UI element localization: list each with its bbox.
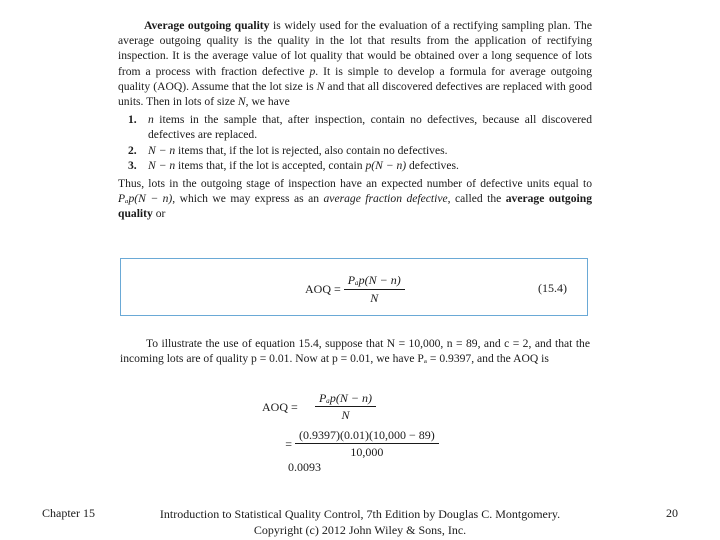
footer-page-number: 20 [666,506,678,520]
paragraph-text: or [152,207,166,221]
calc-denominator-1: N [341,408,350,422]
footer-chapter: Chapter 15 [42,506,95,520]
term-average-fraction-defective: average fraction defective [323,192,448,206]
footer-citation-line1: Introduction to Statistical Quality Control, 7th Edition by Douglas C. Montgomery. [159,507,561,521]
calc-equals: = [285,436,292,451]
calc-result: 0.0093 [288,460,321,474]
list-item [118,112,592,142]
paragraph-text: , we have [245,95,290,109]
calc-row-1 [262,391,439,422]
paragraph-text: is widely used for the evaluation of a rectifying sampling plan. The average outgoing quality is the quality in the lot that results from the application of rectifying inspection. It is the average value of lot quality that would be obtained over a long sequence of lots from a process with fraction defective [118,19,592,78]
list-number: 1. [128,113,137,127]
calc-fraction-1 [315,391,376,422]
list-text: items in the sample that, after inspection, contain no defectives, because all discovered defectives are replaced. [148,113,592,142]
var-p: p [309,64,316,78]
var-N: N [316,79,325,93]
list-lead: N − n [148,158,176,172]
paragraph-text: and that all discovered defectives are replaced with good units. Then in lots of size [118,79,592,109]
calc-lhs: AOQ = [262,399,298,414]
paragraph-text: , which we may express as an [172,192,324,206]
equation-numerator: Pₐp(N − n) [344,273,405,290]
footer-citation [140,506,580,538]
footer-copyright: Copyright (c) 2012 John Wiley & Sons, Inc. [253,523,467,537]
equation-number: (15.4) [538,281,567,295]
paragraph-text: Thus, lots in the outgoing stage of inspection have an expected number of defective units equal to [118,177,592,191]
paragraph-example: To illustrate the use of equation 15.4, suppose that N = 10,000, n = 89, and c = 2, and that the incoming lots are of quality p = 0.01. Now at p = 0.01, we have Pₐ = 0.9397, and the AOQ is [120,337,590,366]
expr-pa-p: Pₐp(N − n) [118,192,173,206]
list-number: 2. [128,143,137,157]
equation-fraction [344,273,405,306]
equation-denominator: N [370,291,379,305]
equation-lhs: AOQ = [305,282,341,296]
var-N: N [237,95,246,109]
list-text: items that, if the lot is accepted, contain [175,158,366,172]
paragraph-text: , called the [447,192,506,206]
list-text: defectives. [406,158,459,172]
paragraph-aoq-definition [118,176,592,222]
paragraph-text: . It is simple to develop a formula for average outgoing quality (AOQ). Assume that the lot size is [118,64,592,93]
equation-box [120,258,588,316]
list-item [118,143,592,158]
list-lead: N − n [148,143,176,157]
list-expr: p(N − n) [365,158,407,172]
equation-aoq [305,273,405,306]
list-number: 3. [128,158,137,172]
list-item [118,158,592,173]
paragraph-aoq-intro [118,18,592,109]
item-list [118,112,592,173]
term-average-outgoing-quality: Average outgoing quality [144,19,270,32]
calc-fraction-2 [295,428,439,459]
textbook-excerpt [118,18,592,222]
calc-denominator-2: 10,000 [350,445,384,459]
calc-row-2 [262,428,439,459]
list-lead: n [148,113,154,127]
list-text: items that, if the lot is rejected, also contain no defectives. [175,143,448,157]
calc-numerator-2: (0.9397)(0.01)(10,000 − 89) [295,428,439,444]
term-aoq-bold: average outgoing quality [118,192,592,221]
worked-calculation [262,391,439,459]
calc-numerator-1: Pₐp(N − n) [315,391,376,407]
